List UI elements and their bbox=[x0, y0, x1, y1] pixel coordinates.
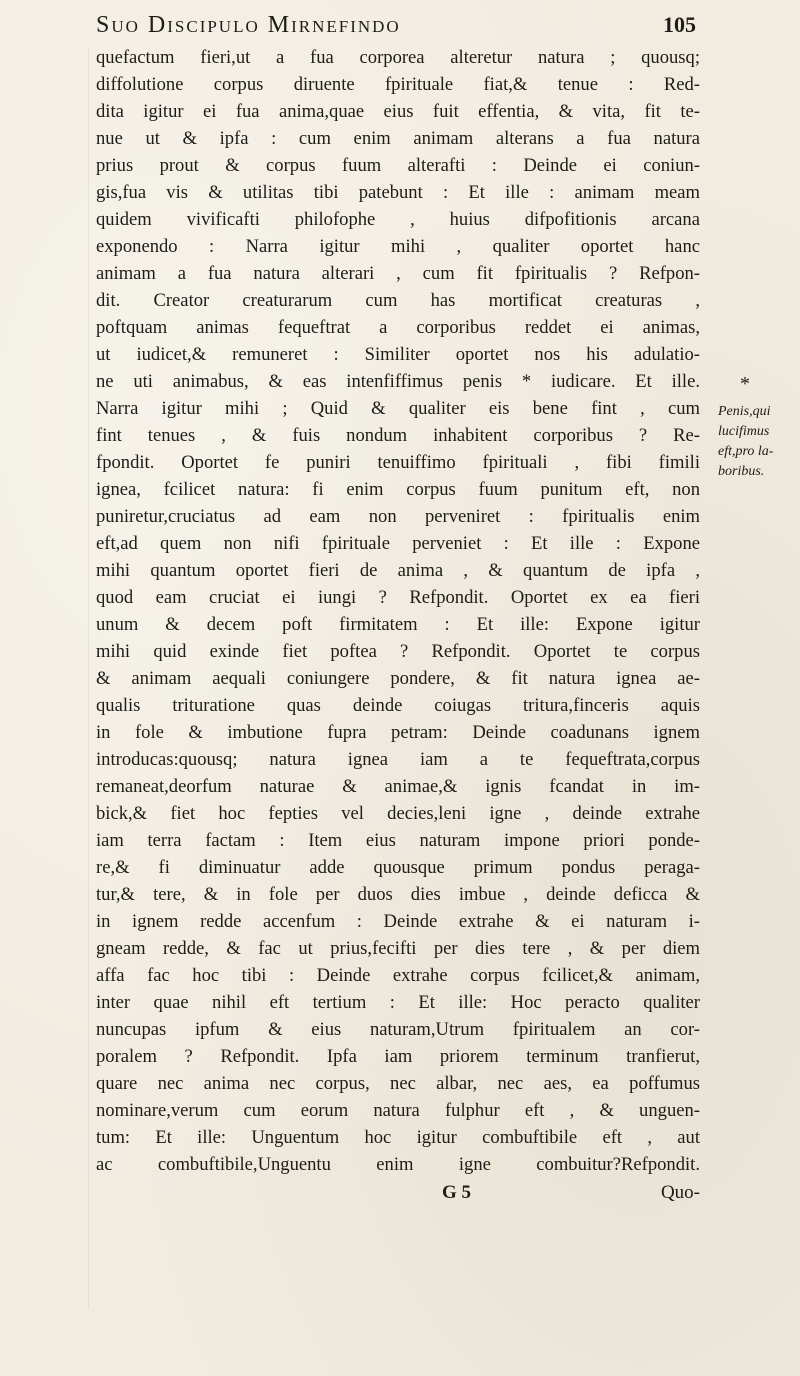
text-line: fint tenues , & fuis nondum inhabitent corporibus ? Re- bbox=[96, 425, 700, 446]
text-line: gneam redde, & fac ut prius,fecifti per dies tere , & per diem bbox=[96, 938, 700, 959]
text-line: introducas:quousq; natura ignea iam a te fequeftrata,corpus bbox=[96, 749, 700, 770]
text-line: bick,& fiet hoc fepties vel decies,leni igne , deinde extrahe bbox=[96, 803, 700, 824]
text-line: iam terra factam : Item eius naturam impone priori ponde- bbox=[96, 830, 700, 851]
text-line: Narra igitur mihi ; Quid & qualiter eis bene fint , cum bbox=[96, 398, 700, 419]
marginal-note-line: boribus. bbox=[718, 464, 765, 479]
text-line: dita igitur ei fua anima,quae eius fuit effentia, & vita, fit te- bbox=[96, 101, 700, 122]
text-line: nuncupas ipfum & eius naturam,Utrum fpiritualem an cor- bbox=[96, 1019, 700, 1040]
text-line: exponendo : Narra igitur mihi , qualiter oportet hanc bbox=[96, 236, 700, 257]
text-line: poralem ? Refpondit. Ipfa iam priorem terminum tranfierut, bbox=[96, 1046, 700, 1067]
text-line: fpondit. Oportet fe puniri tenuiffimo fpirituali , fibi fimili bbox=[96, 452, 700, 473]
text-line: ac combuftibile,Unguentu enim igne combuitur?Refpondit. bbox=[96, 1154, 700, 1175]
running-title: Suo Discipulo Mirnefindo bbox=[96, 12, 401, 38]
marginal-note-line: Penis,qui bbox=[718, 404, 771, 419]
text-line: poftquam animas fequeftrat a corporibus reddet ei animas, bbox=[96, 317, 700, 338]
text-line: eft,ad quem non nifi fpirituale perveniet : Et ille : Expone bbox=[96, 533, 700, 554]
main-text-block bbox=[96, 44, 700, 1208]
text-line: unum & decem poft firmitatem : Et ille: Expone igitur bbox=[96, 614, 700, 635]
text-line: remaneat,deorfum naturae & animae,& ignis fcandat in im- bbox=[96, 776, 700, 797]
signature-mark: G 5 bbox=[442, 1182, 472, 1203]
text-line: dit. Creator creaturarum cum has mortificat creaturas , bbox=[96, 290, 700, 311]
text-line: mihi quantum oportet fieri de anima , & quantum de ipfa , bbox=[96, 560, 700, 581]
text-line: quod eam cruciat ei iungi ? Refpondit. Oportet ex ea fieri bbox=[96, 587, 700, 608]
text-line: diffolutione corpus diruente fpirituale fiat,& tenue : Red- bbox=[96, 74, 700, 95]
text-line: in ignem redde accenfum : Deinde extrahe & ei naturam i- bbox=[96, 911, 700, 932]
page-gutter-shadow bbox=[88, 48, 89, 1308]
marginal-note-line: lucifimus bbox=[718, 424, 770, 439]
marginal-note-line: eft,pro la- bbox=[718, 444, 774, 459]
text-line: puniretur,cruciatus ad eam non perveniret : fpiritualis enim bbox=[96, 506, 700, 527]
text-line: ne uti animabus, & eas intenfiffimus penis * iudicare. Et ille. bbox=[96, 371, 700, 392]
text-line: qualis trituratione quas deinde coiugas tritura,finceris aquis bbox=[96, 695, 700, 716]
text-line: prius prout & corpus fuum alterafti : Deinde ei coniun- bbox=[96, 155, 700, 176]
text-line: re,& fi diminuatur adde quousque primum pondus peraga- bbox=[96, 857, 700, 878]
text-line: tum: Et ille: Unguentum hoc igitur combuftibile eft , aut bbox=[96, 1127, 700, 1148]
text-line: ignea, fcilicet natura: fi enim corpus fuum punitum eft, non bbox=[96, 479, 700, 500]
text-line: gis,fua vis & utilitas tibi patebunt : Et ille : animam meam bbox=[96, 182, 700, 203]
text-line: & animam aequali coniungere pondere, & fit natura ignea ae- bbox=[96, 668, 700, 689]
text-line: nue ut & ipfa : cum enim animam alterans a fua natura bbox=[96, 128, 700, 149]
page-number: 105 bbox=[663, 12, 696, 37]
text-line: affa fac hoc tibi : Deinde extrahe corpus fcilicet,& animam, bbox=[96, 965, 700, 986]
catchword: Quo- bbox=[660, 1182, 700, 1203]
page-header bbox=[96, 12, 696, 44]
text-line: quare nec anima nec corpus, nec albar, nec aes, ea poffumus bbox=[96, 1073, 700, 1094]
text-line: quefactum fieri,ut a fua corporea alteretur natura ; quousq; bbox=[96, 47, 700, 68]
text-line: mihi quid exinde fiet poftea ? Refpondit. Oportet te corpus bbox=[96, 641, 700, 662]
text-line: quidem vivificafti philofophe , huius difpofitionis arcana bbox=[96, 209, 700, 230]
footer-line bbox=[96, 1178, 700, 1208]
text-line: tur,& tere, & in fole per duos dies imbue , deinde deficca & bbox=[96, 884, 700, 905]
text-line: in fole & imbutione fupra petram: Deinde coadunans ignem bbox=[96, 722, 700, 743]
text-line: inter quae nihil eft tertium : Et ille: Hoc peracto qualiter bbox=[96, 992, 700, 1013]
text-line: nominare,verum cum eorum natura fulphur eft , & unguen- bbox=[96, 1100, 700, 1121]
text-line: ut iudicet,& remuneret : Similiter oportet nos his adulatio- bbox=[96, 344, 700, 365]
text-line: animam a fua natura alterari , cum fit fpiritualis ? Refpon- bbox=[96, 263, 700, 284]
marginal-note bbox=[718, 402, 796, 482]
footnote-marker: * bbox=[740, 373, 750, 395]
